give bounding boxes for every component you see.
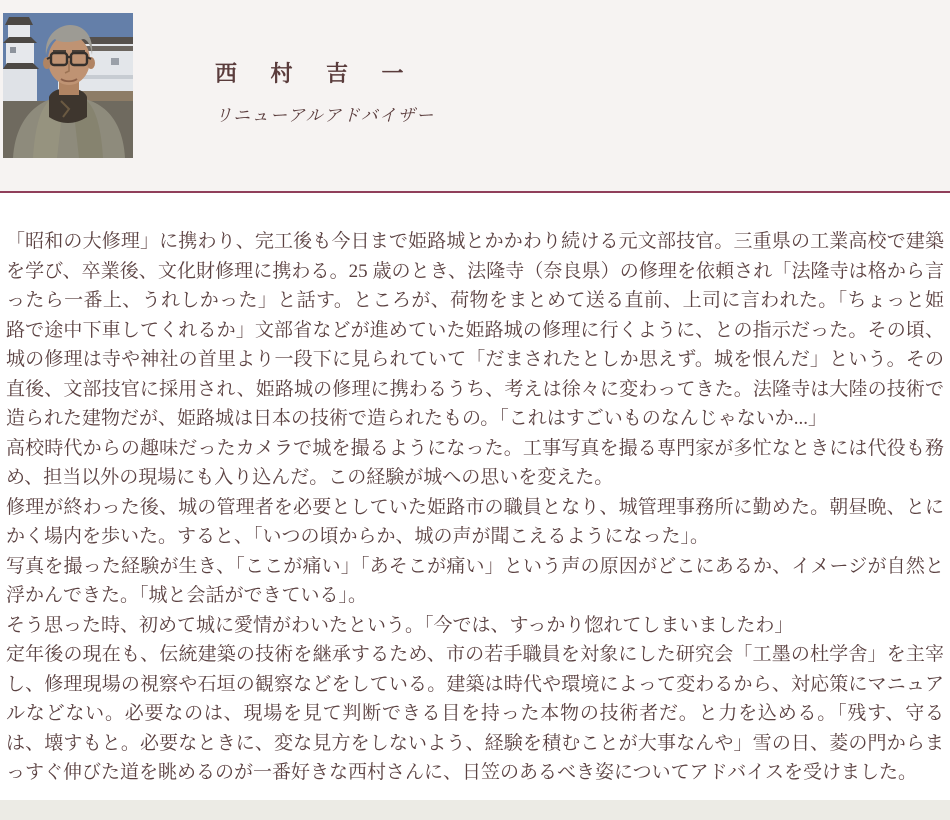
profile-title: リニューアルアドバイザー	[215, 106, 435, 125]
biography-text	[6, 227, 944, 788]
biography-paragraph: 高校時代からの趣味だったカメラで城を撮るようになった。工事写真を撮る専門家が多忙なときには代役も務め、担当以外の現場にも入り込んだ。この経験が城への思いを変えた。	[6, 437, 944, 488]
profile-name: 西 村 吉 一	[215, 61, 418, 86]
biography-paragraph: 修理が終わった後、城の管理者を必要としていた姫路市の職員となり、城管理事務所に勤めた。朝昼晩、とにかく場内を歩いた。すると、「いつの頃からか、城の声が聞こえるようになった」。	[6, 496, 944, 547]
biography-paragraph: そう思った時、初めて城に愛情がわいたという。「今では、すっかり惚れてしまいましたわ」	[6, 614, 794, 636]
profile-photo-image	[3, 13, 133, 158]
identity-block	[215, 57, 435, 126]
footer-strip	[0, 800, 950, 820]
biography-paragraph: 「昭和の大修理」に携わり、完工後も今日まで姫路城とかかわり続ける元文部技官。三重県の工業高校で建築を学び、卒業後、文化財修理に携わる。25 歳のとき、法隆寺（奈良県）の修理を依頼され「法隆寺は格から言ったら一番上、うれしかった」と話す。ところが、荷物をまとめて送る直前、上司に言われた。「ちょっと姫路で途中下車してくれるか」文部省などが進めていた姫路城の修理に行くように、との指示だった。その頃、城の修理は寺や神社の首里より一段下に見られていて「だまされたとしか思えず。城を恨んだ」という。その直後、文部技官に採用され、姫路城の修理に携わるうち、考えは徐々に変わってきた。法隆寺は大陸の技術で造られた建物だが、姫路城は日本の技術で造られたもの。「これはすごいものなんじゃないか...」	[6, 231, 944, 429]
biography-paragraph: 写真を撮った経験が生き、「ここが痛い」「あそこが痛い」という声の原因がどこにあるか、イメージが自然と浮かんできた。「城と会話ができている」。	[6, 555, 944, 606]
profile-photo	[3, 13, 133, 158]
profile-header	[0, 0, 950, 193]
biography-paragraph: 定年後の現在も、伝統建築の技術を継承するため、市の若手職員を対象にした研究会「工墨の杜学舎」を主宰し、修理現場の視察や石垣の観察などをしている。建築は時代や環境によって変わるから、対応策にマニュアルなどない。必要なのは、現場を見て判断できる目を持った本物の技術者だ。と力を込める。「残す、守るは、壊すもと。必要なときに、変な見方をしないよう、経験を積むことが大事なんや」雪の日、菱の門からまっすぐ伸びた道を眺めるのが一番好きな西村さんに、日笠のあるべき姿についてアドバイスを受けました。	[6, 644, 944, 783]
